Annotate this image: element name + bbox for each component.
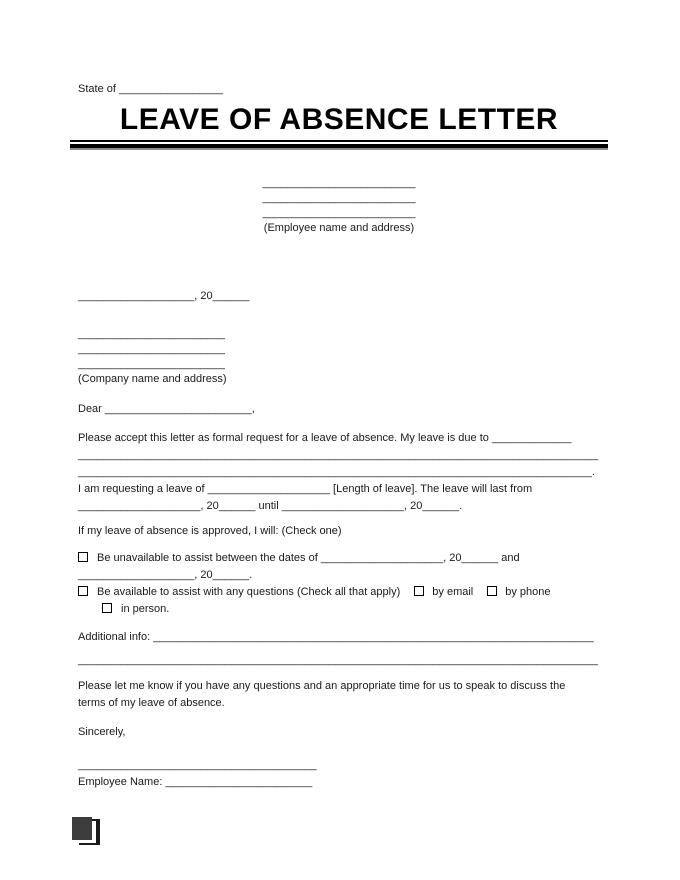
salutation-line: Dear ________________________,	[78, 403, 255, 415]
employee-address-caption: (Employee name and address)	[263, 222, 415, 234]
signature-blank-line: _______________________________________	[78, 759, 317, 771]
closing-paragraph	[78, 678, 680, 712]
request-paragraph-line: I am requesting a leave of ____________________ [Length of leave]. The leave will last from	[78, 483, 533, 495]
option-in-person	[78, 601, 680, 618]
state-of-label: State of	[78, 83, 116, 95]
options-block	[78, 550, 680, 618]
checkbox-unavailable-icon[interactable]	[78, 552, 88, 562]
option-in-person-label: in person.	[121, 603, 170, 615]
additional-info-blank: ________________________________________________________________________	[153, 631, 594, 643]
company-address-blank-line: ________________________	[78, 343, 225, 355]
company-address-blank-line: ________________________	[78, 328, 225, 340]
employee-name-line	[78, 774, 680, 791]
legaltemplates-logo	[72, 817, 102, 847]
employee-address-blank-line: _________________________	[262, 207, 416, 219]
request-paragraph-line: Please accept this letter as formal request for a leave of absence. My leave is due to _____________	[78, 432, 572, 444]
company-address-blank-line: ________________________	[78, 358, 225, 370]
employee-name-label: Employee Name:	[78, 776, 163, 788]
title-rule	[70, 140, 608, 150]
page-title: LEAVE OF ABSENCE LETTER	[119, 103, 559, 136]
request-paragraph-line: ____________________, 20______ until ____________________, 20______.	[78, 500, 463, 512]
date-line: ___________________, 20______	[78, 290, 250, 302]
stacked-documents-icon	[72, 817, 102, 847]
request-paragraph	[78, 430, 680, 515]
state-of-line	[78, 82, 680, 97]
request-paragraph-line: ____________________________________________________________________________________.	[78, 466, 595, 478]
closing-paragraph-line: terms of my leave of absence.	[78, 697, 225, 709]
option-by-phone-label: by phone	[505, 586, 551, 598]
state-of-blank: _________________	[118, 83, 223, 95]
checkbox-available-icon[interactable]	[78, 586, 88, 596]
closing-paragraph-line: Please let me know if you have any questions and an appropriate time for us to speak to discuss the	[78, 680, 566, 692]
additional-info-block	[78, 626, 680, 672]
employee-address-blank-line: _________________________	[262, 177, 416, 189]
employee-name-blank: ________________________	[165, 776, 313, 788]
checkbox-by-email-icon[interactable]	[414, 586, 424, 596]
company-address-block	[78, 327, 680, 387]
additional-info-blank-line: _____________________________________________________________________________________	[78, 654, 599, 666]
option-unavailable	[78, 550, 680, 567]
additional-info-label: Additional info:	[78, 631, 151, 643]
approval-heading: If my leave of absence is approved, I will: (Check one)	[78, 525, 342, 537]
signoff-line: Sincerely,	[78, 726, 126, 738]
signature-block	[78, 757, 680, 791]
employee-address-blank-line: _________________________	[262, 192, 416, 204]
option-unavailable-label: Be unavailable to assist between the dates of ____________________, 20______ and	[97, 552, 520, 564]
request-paragraph-line: _____________________________________________________________________________________	[78, 449, 599, 461]
option-available-label: Be available to assist with any questions (Check all that apply)	[97, 586, 401, 598]
company-address-caption: (Company name and address)	[78, 373, 227, 385]
option-unavailable-continued: ___________________, 20______.	[78, 569, 253, 581]
checkbox-by-phone-icon[interactable]	[487, 586, 497, 596]
option-available	[78, 584, 680, 601]
checkbox-in-person-icon[interactable]	[102, 603, 112, 613]
additional-info-line	[78, 626, 680, 649]
option-by-email-label: by email	[432, 586, 474, 598]
employee-address-block	[78, 176, 600, 236]
